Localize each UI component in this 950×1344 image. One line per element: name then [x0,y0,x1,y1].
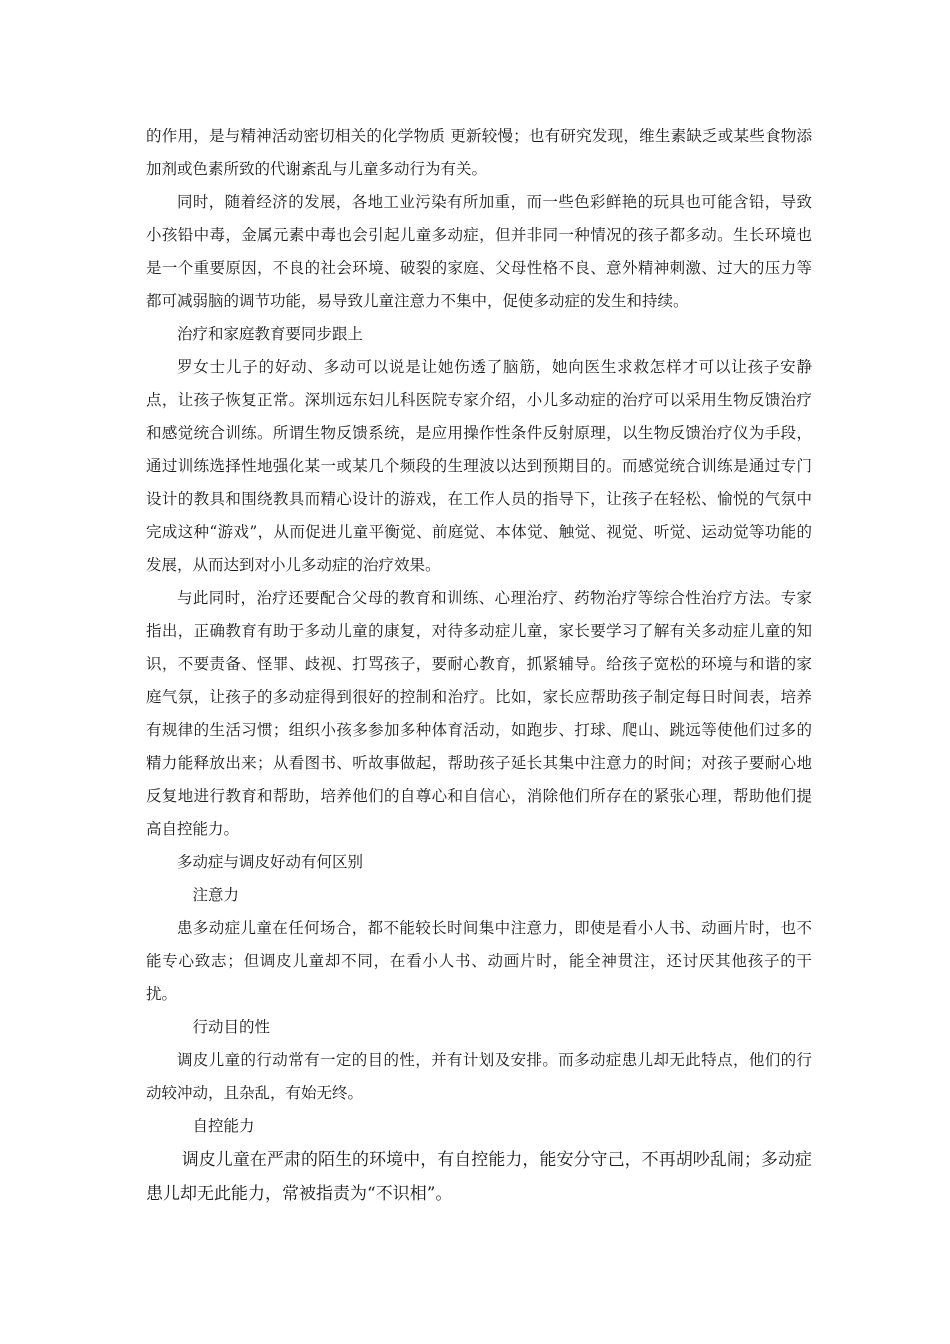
paragraph-self-control: 调皮儿童在严肃的陌生的环境中，有自控能力，能安分守己，不再胡吵乱闹；多动症患儿却无此能力，常被指责为“不识相”。 [146,1150,812,1204]
subheading-self-control: 自控能力 [192,1117,255,1135]
paragraph-causes: 同时，随着经济的发展，各地工业污染有所加重，而一些色彩鲜艳的玩具也可能含铅，导致小孩铅中毒，金属元素中毒也会引起儿童多动症，但并非同一种情况的孩子都多动。生长环境也是一个重要原因，不良的社会环境、破裂的家庭、父母性格不良、意外精神刺激、过大的压力等都可减弱脑的调节功能，易导致儿童注意力不集中，促使多动症的发生和持续。 [146,193,812,310]
subheading-attention: 注意力 [192,886,240,904]
section-heading-treatment: 治疗和家庭教育要同步跟上 [177,325,364,343]
paragraph-continuation: 的作用，是与精神活动密切相关的化学物质 更新较慢；也有研究发现，维生素缺乏或某些食物添加剂或色素所致的代谢紊乱与儿童多动行为有关。 [146,127,812,178]
paragraph-family-education: 与此同时，治疗还要配合父母的教育和训练、心理治疗、药物治疗等综合性治疗方法。专家指出，正确教育有助于多动儿童的康复，对待多动症儿童，家长要学习了解有关多动症儿童的知识，不要责备、怪罪、歧视、打骂孩子，要耐心教育，抓紧辅导。给孩子宽松的环境与和谐的家庭气氛，让孩子的多动症得到很好的控制和治疗。比如，家长应帮助孩子制定每日时间表，培养有规律的生活习惯；组织小孩多参加多种体育活动，如跑步、打球、爬山、跳远等使他们过多的精力能释放出来；从看图书、听故事做起，帮助孩子延长其集中注意力的时间；对孩子要耐心地反复地进行教育和帮助，培养他们的自尊心和自信心，消除他们所存在的紧张心理，帮助他们提高自控能力。 [146,589,812,838]
paragraph-treatment: 罗女士儿子的好动、多动可以说是让她伤透了脑筋，她向医生求救怎样才可以让孩子安静点，让孩子恢复正常。深圳远东妇儿科医院专家介绍，小儿多动症的治疗可以采用生物反馈治疗和感觉统合训练。所谓生物反馈系统，是应用操作性条件反射原理，以生物反馈治疗仪为手段，通过训练选择性地强化某一或某几个频段的生理波以达到预期目的。而感觉统合训练是通过专门设计的教具和围绕教具而精心设计的游戏，在工作人员的指导下，让孩子在轻松、愉悦的气氛中完成这种“游戏”，从而促进儿童平衡觉、前庭觉、本体觉、触觉、视觉、听觉、运动觉等功能的发展，从而达到对小儿多动症的治疗效果。 [146,358,812,574]
paragraph-purpose: 调皮儿童的行动常有一定的目的性，并有计划及安排。而多动症患儿却无此特点，他们的行动较冲动，且杂乱，有始无终。 [146,1051,812,1102]
paragraph-attention: 患多动症儿童在任何场合，都不能较长时间集中注意力，即使是看小人书、动画片时，也不能专心致志；但调皮儿童却不同，在看小人书、动画片时，能全神贯注，还讨厌其他孩子的干扰。 [146,919,812,1003]
subheading-purpose: 行动目的性 [192,1018,271,1036]
document-body [146,120,812,1211]
section-heading-difference: 多动症与调皮好动有何区别 [177,853,364,871]
